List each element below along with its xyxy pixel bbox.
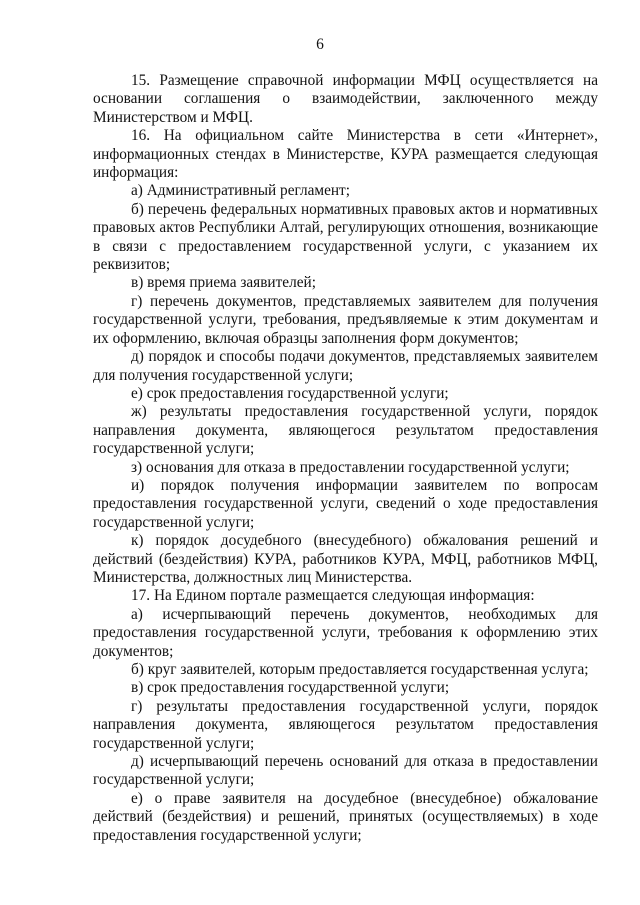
- list-item-17b: б) круг заявителей, которым предоставляется государственная услуга;: [131, 661, 589, 678]
- list-item-16a: а) Административный регламент;: [131, 182, 350, 200]
- list-item-17e: е) о праве заявителя на досудебное (внесудебное) обжалование действий (бездействия) и решений, принятых (осуществляемых) в ходе предоставления государственной услуги;: [93, 789, 598, 844]
- document-body: [93, 72, 598, 845]
- list-item-17d: д) исчерпывающий перечень оснований для отказа в предоставлении государственной услуги;: [93, 753, 598, 789]
- list-item-16d: д) порядок и способы подачи документов, представляемых заявителем для получения государственной услуги;: [93, 348, 598, 384]
- list-item-16b: б) перечень федеральных нормативных правовых актов и нормативных правовых актов Республики Алтай, регулирующих отношения, возникающие в связи с предоставлением государственной услуги, с указанием их реквизитов;: [93, 200, 598, 274]
- list-item-16v: в) время приема заявителей;: [131, 274, 316, 292]
- list-item-17v: в) срок предоставления государственной услуги;: [131, 679, 450, 697]
- paragraph-16: 16. На официальном сайте Министерства в сети «Интернет», информационных стендах в Министерстве, КУРА размещается следующая информация:: [93, 127, 598, 182]
- list-item-17a: а) исчерпывающий перечень документов, необходимых для предоставления государственной услуги, требования к оформлению этих документов;: [93, 605, 598, 660]
- page-number: 6: [316, 36, 324, 53]
- list-item-16i: и) порядок получения информации заявителем по вопросам предоставления государственной услуги, сведений о ходе предоставления государственной услуги;: [93, 476, 598, 531]
- list-item-16zh: ж) результаты предоставления государственной услуги, порядок направления документа, являющегося результатом предоставления государственной услуги;: [93, 403, 598, 458]
- list-item-17g: г) результаты предоставления государственной услуги, порядок направления документа, являющегося результатом предоставления государственной услуги;: [93, 697, 598, 752]
- paragraph-15: 15. Размещение справочной информации МФЦ осуществляется на основании соглашения о взаимодействии, заключенного между Министерством и МФЦ.: [93, 72, 598, 126]
- paragraph-17: 17. На Едином портале размещается следующая информация:: [131, 587, 535, 605]
- list-item-16z: з) основания для отказа в предоставлении государственной услуги;: [131, 458, 570, 476]
- list-item-16k: к) порядок досудебного (внесудебного) обжалования решений и действий (бездействия) КУРА, работников КУРА, МФЦ, работников МФЦ, Министерства, должностных лиц Министерства.: [93, 532, 598, 586]
- list-item-16g: г) перечень документов, представляемых заявителем для получения государственной услуги, требования, предъявляемые к этим документам и их оформлению, включая образцы заполнения форм документов;: [93, 292, 598, 347]
- list-item-16e: е) срок предоставления государственной услуги;: [131, 384, 449, 402]
